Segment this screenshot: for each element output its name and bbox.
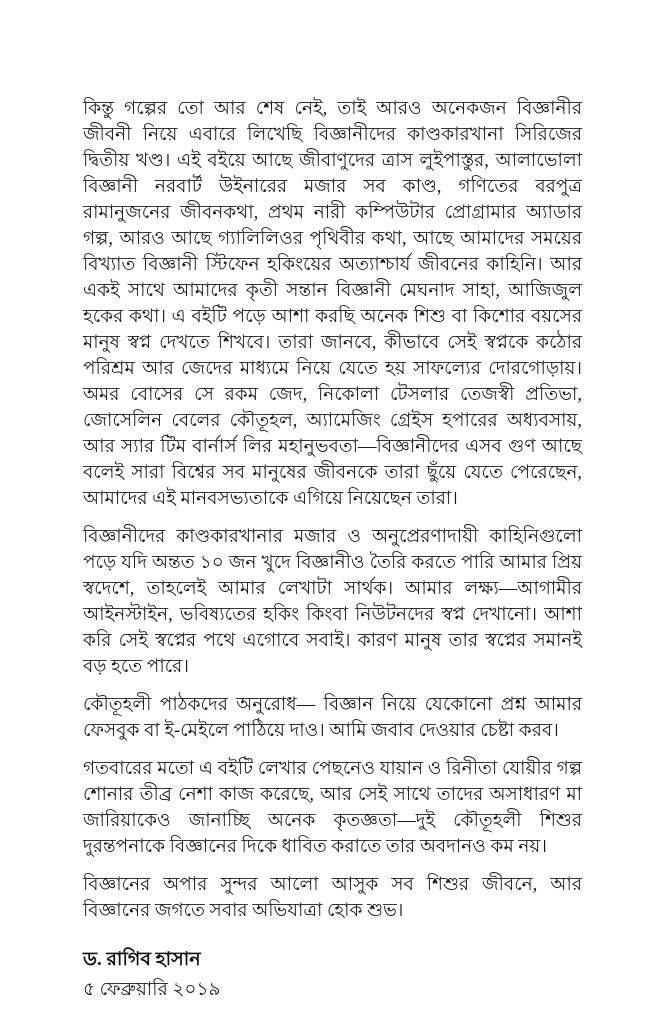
paragraph-reader-request: কৌতূহলী পাঠকদের অনুরোধ— বিজ্ঞান নিয়ে যেকোনো প্রশ্ন আমার ফেসবুক বা ই-মেইলে পাঠিয়ে দাও। আমি জবাব দেওয়ার চেষ্টা করব। bbox=[83, 695, 582, 741]
paragraph-acknowledgements: গতবারের মতো এ বইটি লেখার পেছনেও যায়ান ও রিনীতা যোয়ীর গল্প শোনার তীব্র নেশা কাজ করেছে, আর সেই সাথে তাদের অসাধারণ মা জারিয়াকেও জানাচ্ছি অনেক কৃতজ্ঞতা—দুই কৌতূহলী শিশুর দুরন্তপনাকে বিজ্ঞানের দিকে ধাবিত করাতে তার অবদানও কম নয়। bbox=[83, 759, 582, 857]
publication-date: ৫ ফেব্রুয়ারি ২০১৯ bbox=[83, 980, 221, 1000]
author-name: ড. রাগিব হাসান bbox=[83, 949, 201, 970]
book-page bbox=[83, 96, 582, 1004]
paragraph-closing-wish: বিজ্ঞানের অপার সুন্দর আলো আসুক সব শিশুর জীবনে, আর বিজ্ঞানের জগতে সবার অভিযাত্রা হোক শুভ। bbox=[83, 875, 582, 921]
signature-block bbox=[83, 946, 582, 1004]
paragraph-authors-goal: বিজ্ঞানীদের কাণ্ডকারখানার মজার ও অনুপ্রেরণাদায়ী কাহিনিগুলো পড়ে যদি অন্তত ১০ জন খুদে বিজ্ঞানীও তৈরি করতে পারি আমার প্রিয় স্বদেশে, তাহলেই আমার লেখাটা সার্থক। আমার লক্ষ্য—আগামীর আইনস্টাইন, ভবিষ্যতের হকিং কিংবা নিউটনদের স্বপ্ন দেখানো। আশা করি সেই স্বপ্নের পথে এগোবে সবাই। কারণ মানুষ তার স্বপ্নের সমানই বড় হতে পারে। bbox=[83, 527, 582, 677]
paragraph-intro-second-volume: কিন্তু গল্পের তো আর শেষ নেই, তাই আরও অনেকজন বিজ্ঞানীর জীবনী নিয়ে এবারে লিখেছি বিজ্ঞানীদের কাণ্ডকারখানা সিরিজের দ্বিতীয় খণ্ড। এই বইয়ে আছে জীবাণুদের ত্রাস লুইপাস্তুর, আলাভোলা বিজ্ঞানী নরবার্ট উইনারের মজার সব কাণ্ড, গণিতের বরপুত্র রামানুজনের জীবনকথা, প্রথম নারী কম্পিউটার প্রোগ্রামার অ্যাডার গল্প, আরও আছে গ্যালিলিওর পৃথিবীর কথা, আছে আমাদের সময়ের বিখ্যাত বিজ্ঞানী স্টিফেন হকিংয়ের অত্যাশ্চার্য জীবনের কাহিনি। আর একই সাথে আমাদের কৃতী সন্তান বিজ্ঞানী মেঘনাদ সাহা, আজিজুল হকের কথা। এ বইটি পড়ে আশা করছি অনেক শিশু বা কিশোর বয়সের মানুষ স্বপ্ন দেখতে শিখবে। তারা জানবে, কীভাবে সেই স্বপ্নকে কঠোর পরিশ্রম আর জেদের মাধ্যমে নিয়ে যেতে হয় সাফল্যের দোরগোড়ায়। অমর বোসের সে রকম জেদ, নিকোলা টেসলার তেজস্বী প্রতিভা, জোসেলিন বেলের কৌতূহল, অ্যামেজিং গ্রেইস হপারের অধ্যবসায়, আর স্যার টিম বার্নার্স লির মহানুভবতা—বিজ্ঞানীদের এসব গুণ আছে বলেই সারা বিশ্বের সব মানুষের জীবনকে তারা ছুঁয়ে যেতে পেরেছেন, আমাদের এই মানবসভ্যতাকে এগিয়ে নিয়েছেন তারা। bbox=[83, 99, 582, 509]
